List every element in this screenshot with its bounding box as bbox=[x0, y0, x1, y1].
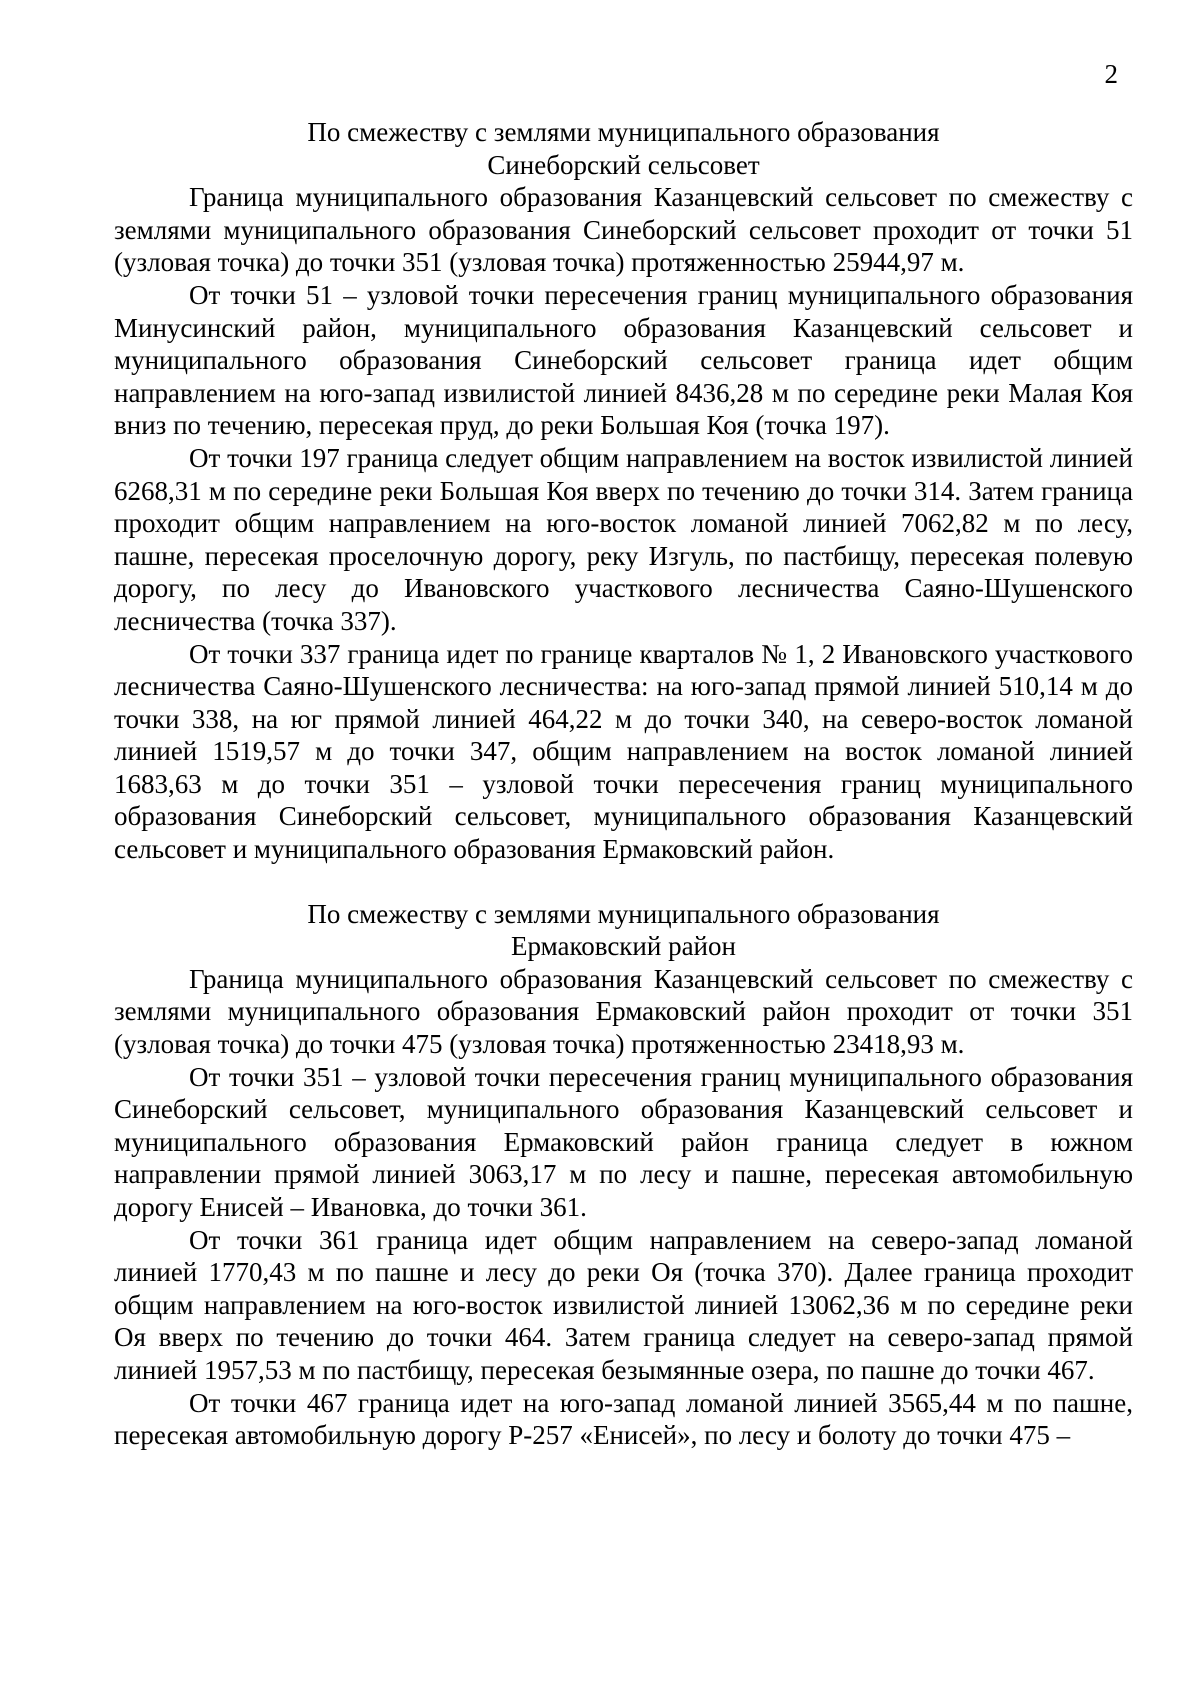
paragraph: От точки 337 граница идет по границе кварталов № 1, 2 Ивановского участкового лесничества Саяно-Шушенского лесничества: на юго-запад прямой линией 510,14 м до точки 338, на юг прямой линией 464,22 м до точки 340, на северо-восток ломаной линией 1519,57 м до точки 347, общим направлением на восток ломаной линией 1683,63 м до точки 351 – узловой точки пересечения границ муниципального образования Синеборский сельсовет, муниципального образования Казанцевский сельсовет и муниципального образования Ермаковский район. bbox=[114, 638, 1133, 865]
section-heading-line: Синеборский сельсовет bbox=[487, 149, 760, 180]
section-heading-line: По смежеству с землями муниципального образования bbox=[307, 117, 940, 147]
section-heading-sineborsky bbox=[114, 116, 1133, 181]
paragraph: От точки 51 – узловой точки пересечения границ муниципального образования Минусинский район, муниципального образования Казанцевский сельсовет и муниципального образования Синеборский сельсовет граница идет общим направлением на юго-запад извилистой линией 8436,28 м по середине реки Малая Коя вниз по течению, пересекая пруд, до реки Большая Коя (точка 197). bbox=[114, 279, 1133, 441]
section-heading-line: По смежеству с землями муниципального образования bbox=[307, 898, 940, 929]
paragraph: От точки 361 граница идет общим направлением на северо-запад ломаной линией 1770,43 м по пашне и лесу до реки Оя (точка 370). Далее граница проходит общим направлением на юго-восток извилистой линией 13062,36 м по середине реки Оя вверх по течению до точки 464. Затем граница следует на северо-запад прямой линией 1957,53 м по пастбищу, пересекая безымянные озера, по пашне до точки 467. bbox=[114, 1224, 1133, 1385]
paragraph: Граница муниципального образования Казанцевский сельсовет по смежеству с землями муниципального образования Синеборский сельсовет проходит от точки 51 (узловая точка) до точки 351 (узловая точка) протяженностью 25944,97 м. bbox=[114, 182, 1133, 278]
paragraph: Граница муниципального образования Казанцевский сельсовет по смежеству с землями муниципального образования Ермаковский район проходит от точки 351 (узловая точка) до точки 475 (узловая точка) протяженностью 23418,93 м. bbox=[114, 963, 1133, 1060]
paragraph: От точки 467 граница идет на юго-запад ломаной линией 3565,44 м по пашне, пересекая автомобильную дорогу Р-257 «Енисей», по лесу и болоту до точки 475 – bbox=[114, 1387, 1133, 1451]
section-heading-ermakovsky bbox=[114, 898, 1133, 963]
section-heading-line: Ермаковский район bbox=[511, 931, 736, 962]
paragraph: От точки 351 – узловой точки пересечения границ муниципального образования Синеборский сельсовет, муниципального образования Казанцевский сельсовет и муниципального образования Ермаковский район граница следует в южном направлении прямой линией 3063,17 м по лесу и пашне, пересекая автомобильную дорогу Енисей – Ивановка, до точки 361. bbox=[114, 1061, 1133, 1222]
page-number: 2 bbox=[1104, 59, 1118, 89]
paragraph: От точки 197 граница следует общим направлением на восток извилистой линией 6268,31 м по середине реки Большая Коя вверх по течению до точки 314. Затем граница проходит общим направлением на юго-восток ломаной линией 7062,82 м по лесу, пашне, пересекая проселочную дорогу, реку Изгуль, по пастбищу, пересекая полевую дорогу, по лесу до Ивановского участкового лесничества Саяно-Шушенского лесничества (точка 337). bbox=[114, 442, 1133, 636]
document-body bbox=[114, 116, 1133, 1452]
